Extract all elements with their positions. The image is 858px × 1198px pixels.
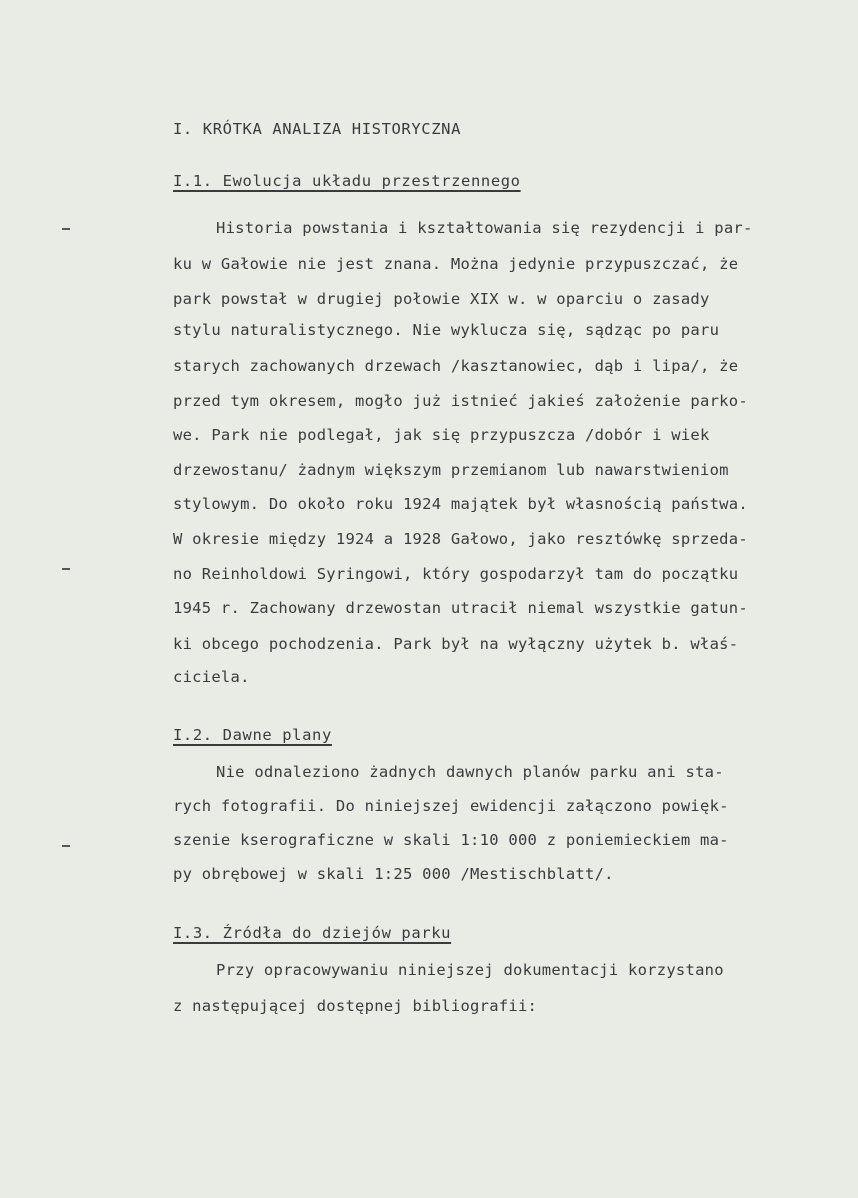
margin-mark [62,568,70,570]
section-heading: I.2. Dawne plany [173,726,332,744]
paragraph-line: przed tym okresem, mogło już istnieć jakieś założenie parko- [173,392,748,410]
paragraph-line: stylu naturalistycznego. Nie wyklucza się, sądząc po paru [173,321,720,339]
paragraph-line: z następującej dostępnej bibliografii: [173,997,538,1015]
paragraph-line: Przy opracowywaniu niniejszej dokumentacji korzystano [216,961,724,979]
paragraph-line: no Reinholdowi Syringowi, który gospodarzył tam do początku [173,565,739,583]
margin-mark [62,228,70,230]
paragraph-line: ki obcego pochodzenia. Park był na wyłączny użytek b. właś- [173,635,739,653]
margin-mark [62,845,70,847]
document-title: I. KRÓTKA ANALIZA HISTORYCZNA [173,120,462,138]
section-heading: I.3. Źródła do dziejów parku [173,924,452,942]
paragraph-line: py obrębowej w skali 1:25 000 /Mestischblatt/. [173,865,614,883]
paragraph-line: 1945 r. Zachowany drzewostan utracił niemal wszystkie gatun- [173,599,748,617]
paragraph-line: stylowym. Do około roku 1924 majątek był własnością państwa. [173,495,748,513]
paragraph-line: rych fotografii. Do niniejszej ewidencji załączono powięk- [173,797,729,815]
paragraph-line: ku w Gałowie nie jest znana. Można jedynie przypuszczać, że [173,255,739,273]
paragraph-line: starych zachowanych drzewach /kasztanowiec, dąb i lipa/, że [173,357,739,375]
paragraph-line: drzewostanu/ żadnym większym przemianom lub nawarstwieniom [173,461,729,479]
paragraph-line: park powstał w drugiej połowie XIX w. w oparciu o zasady [173,290,710,308]
paragraph-line: Nie odnaleziono żadnych dawnych planów parku ani sta- [216,763,724,781]
paragraph-line: Historia powstania i kształtowania się rezydencji i par- [216,219,753,237]
paragraph-line: szenie kserograficzne w skali 1:10 000 z poniemieckiem ma- [173,831,729,849]
paragraph-line: we. Park nie podlegał, jak się przypuszcza /dobór i wiek [173,426,710,444]
section-heading: I.1. Ewolucja układu przestrzennego [173,172,521,190]
paragraph-line: ciciela. [173,668,250,686]
paragraph-line: W okresie między 1924 a 1928 Gałowo, jako resztówkę sprzeda- [173,530,748,548]
